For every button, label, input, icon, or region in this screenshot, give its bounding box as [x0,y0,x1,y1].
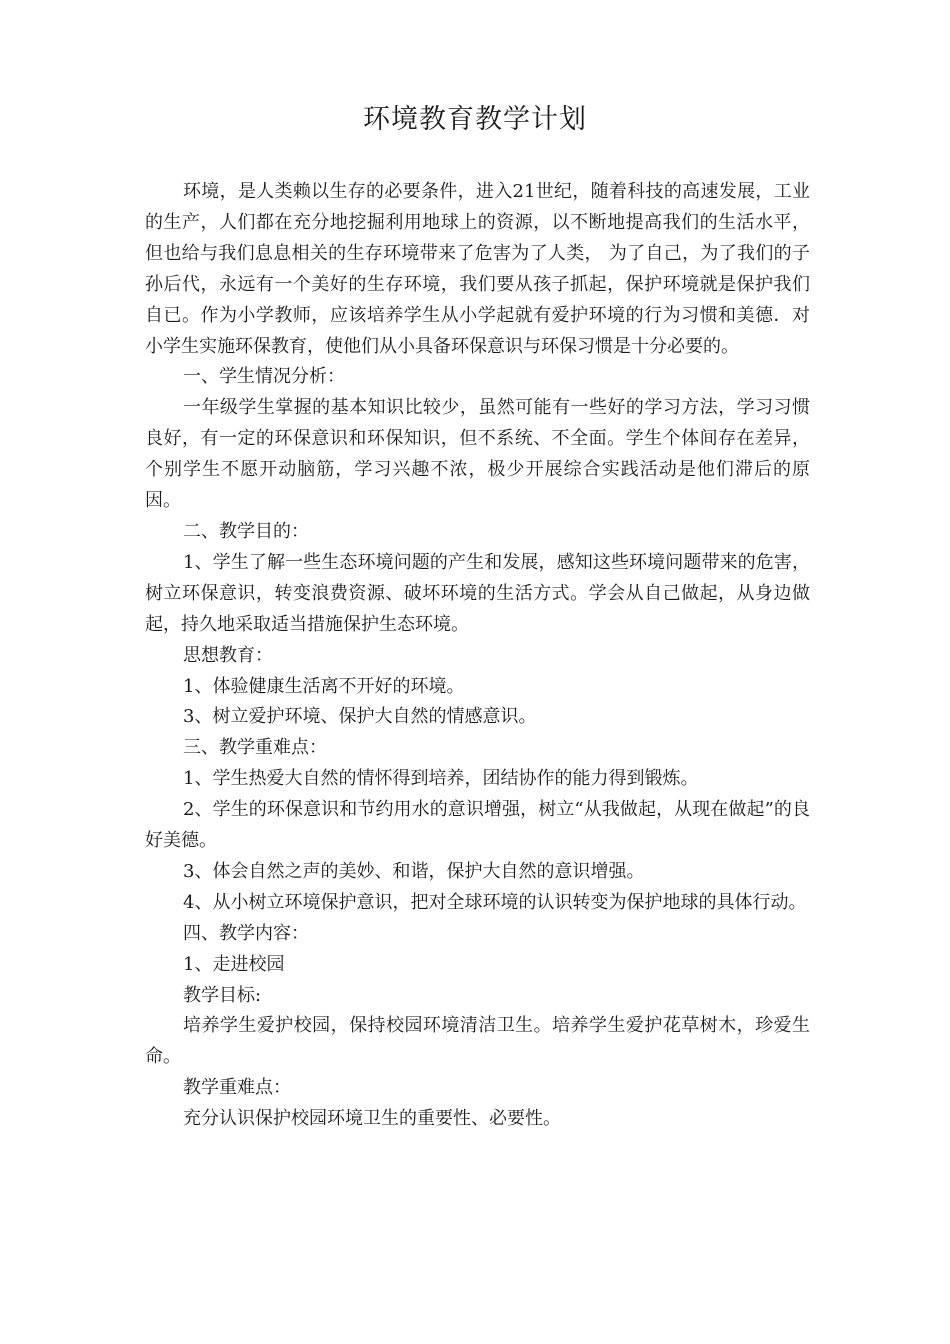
key-point-item-3: 3、体会自然之声的美妙、和谐，保护大自然的意识增强。 [183,860,645,882]
ideological-item-3: 3、树立爱护环境、保护大自然的情感意识。 [183,706,537,728]
key-point-item-2: 2、学生的环保意识和节约用水的意识增强，树立“从我做起，从现在做起”的良好美德。 [145,799,810,852]
subheading-ideological-education: 思想教育： [183,644,273,666]
teaching-difficulties-paragraph: 充分认识保护校园环境卫生的重要性、必要性。 [183,1108,561,1130]
teaching-goal-paragraph: 培养学生爱护校园，保持校园环境清洁卫生。培养学生爱护花草树木，珍爱生命。 [145,1015,810,1068]
section-heading-key-difficulties: 三、教学重难点： [183,737,327,759]
student-analysis-paragraph: 一年级学生掌握的基本知识比较少，虽然可能有一些好的学习方法，学习习惯良好，有一定的环保意识和环保知识，但不系统、不全面。学生个体间存在差异，个别学生不愿开动脑筋，学习兴趣不浓，极少开展综合实践活动是他们滞后的原因。 [145,397,810,512]
subheading-teaching-difficulties: 教学重难点： [183,1077,291,1099]
teaching-purpose-item-1: 1、学生了解一些生态环境问题的产生和发展，感知这些环境问题带来的危害，树立环保意识，转变浪费资源、破坏环境的生活方式。学会从自己做起，从身边做起，持久地采取适当措施保护生态环境。 [145,551,810,635]
document-body [145,177,810,1135]
key-point-item-1: 1、学生热爱大自然的情怀得到培养，团结协作的能力得到锻炼。 [183,768,699,790]
section-heading-teaching-purpose: 二、教学目的： [183,520,309,542]
ideological-item-1: 1、体验健康生活离不开好的环境。 [183,675,465,697]
section-heading-student-analysis: 一、学生情况分析： [183,366,345,388]
section-heading-teaching-content: 四、教学内容： [183,922,309,944]
intro-paragraph: 环境，是人类赖以生存的必要条件，进入21世纪，随着科技的高速发展，工业的生产，人们都在充分地挖掘利用地球上的资源，以不断地提高我们的生活水平，但也给与我们息息相关的生存环境带来了危害为了人类， 为了自己，为了我们的子孙后代，永远有一个美好的生存环境，我们要从孩子抓起，保护环境就是保护我们自已。作为小学教师，应该培养学生从小学起就有爱护环境的行为习惯和美德．对小学生实施环保教育，使他们从小具备环保意识与环保习惯是十分必要的。 [145,181,810,357]
document-title: 环境教育教学计划 [363,104,587,135]
subheading-teaching-goal: 教学目标: [183,984,262,1006]
content-item-1: 1、走进校园 [183,953,285,975]
key-point-item-4: 4、从小树立环境保护意识，把对全球环境的认识转变为保护地球的具体行动。 [183,891,807,913]
